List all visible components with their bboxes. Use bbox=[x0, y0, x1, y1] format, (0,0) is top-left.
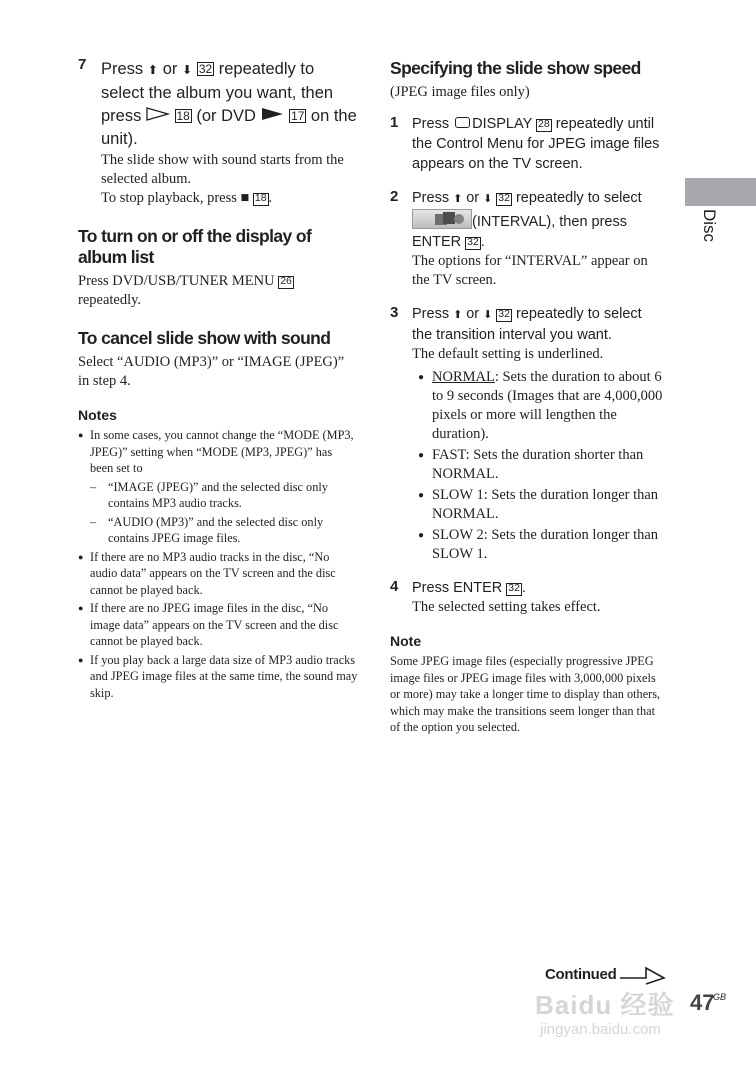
list-item: – “AUDIO (MP3)” and the selected disc only contains JPEG image files. bbox=[90, 514, 358, 547]
step-4 bbox=[390, 578, 665, 617]
play-icon bbox=[261, 107, 285, 125]
step-instruction: Press ⬆ or ⬇ 32 repeatedly to select (INTERVAL), then press ENTER 32 . bbox=[412, 190, 642, 250]
continued-label: Continued bbox=[545, 966, 617, 983]
key-number: 17 bbox=[291, 109, 305, 123]
list-item: ● SLOW 1: Sets the duration longer than NORMAL. bbox=[412, 486, 665, 524]
list-item: ● FAST: Sets the duration shorter than NORMAL. bbox=[412, 446, 665, 484]
interval-icon bbox=[412, 209, 472, 229]
step-number: 3 bbox=[390, 304, 399, 321]
step-1 bbox=[390, 114, 665, 174]
up-arrow-icon: ⬆ bbox=[147, 63, 159, 77]
step-body: To stop playback, press ■ 18 . bbox=[101, 190, 273, 206]
section-text: Press DVD/USB/TUNER MENU 26 repeatedly. bbox=[78, 273, 292, 308]
up-arrow-icon: ⬆ bbox=[453, 193, 463, 205]
section-heading: To cancel slide show with sound bbox=[78, 328, 331, 348]
step-body: The slide show with sound starts from the selected album. bbox=[101, 152, 344, 187]
step-body: The default setting is underlined. bbox=[412, 346, 604, 362]
key-number: 18 bbox=[176, 109, 190, 123]
down-arrow-icon: ⬇ bbox=[483, 309, 493, 321]
list-item: ● If there are no MP3 audio tracks in the disc, “No audio data” appears on the TV screen and the disc cannot be played back. bbox=[78, 549, 358, 599]
watermark-brand: Baidu 经验 bbox=[535, 990, 675, 1020]
list-item: ● In some cases, you cannot change the “MODE (MP3, JPEG)” setting when “MODE (MP3, JPEG)” has been set to – “IMAGE (JPEG)” and the selected disc only contains MP3 audio tracks. – “AUDIO (MP3)” and the selected disc only contains JPEG image files. bbox=[78, 427, 358, 547]
step-number: 2 bbox=[390, 188, 399, 205]
list-item: ● If you play back a large data size of MP3 audio tracks and JPEG image files at the same time, the sound may skip. bbox=[78, 652, 358, 702]
list-item: ● NORMAL: Sets the duration to about 6 to 9 seconds (Images that are 4,000,000 pixels or more will lengthen the duration). bbox=[412, 368, 665, 444]
side-tab bbox=[685, 178, 756, 206]
step-7 bbox=[78, 58, 358, 208]
key-number: 32 bbox=[508, 583, 520, 594]
section-subtitle: (JPEG image files only) bbox=[390, 84, 530, 100]
key-number: 18 bbox=[254, 193, 267, 204]
key-number: 28 bbox=[538, 119, 550, 130]
step-2 bbox=[390, 188, 665, 290]
step-number: 4 bbox=[390, 578, 399, 595]
display-button-icon bbox=[455, 117, 470, 128]
list-item: ● SLOW 2: Sets the duration longer than SLOW 1. bbox=[412, 526, 665, 564]
down-arrow-icon: ⬇ bbox=[483, 193, 493, 205]
step-instruction: Press ⬆ or ⬇ 32 repeatedly to select the album you want, then press 18 (or DVD 17 on the unit). bbox=[101, 60, 357, 148]
list-item: – “IMAGE (JPEG)” and the selected disc only contains MP3 audio tracks. bbox=[90, 479, 358, 512]
notes-heading: Notes bbox=[78, 407, 117, 423]
step-body: The options for “INTERVAL” appear on the TV screen. bbox=[412, 253, 648, 288]
side-tab-label: Disc bbox=[700, 209, 719, 243]
up-arrow-icon: ⬆ bbox=[453, 309, 463, 321]
right-column bbox=[390, 58, 665, 736]
section-heading: To turn on or off the display of album list bbox=[78, 226, 312, 267]
section-heading: Specifying the slide show speed bbox=[390, 58, 641, 78]
note-text: Some JPEG image files (especially progressive JPEG image files or JPEG image files with 3,000,000 pixels or more) may take a longer time to display than others, which may make the transitions seem longer than that of the option you selected. bbox=[390, 654, 661, 734]
section-text: Select “AUDIO (MP3)” or “IMAGE (JPEG)” in step 4. bbox=[78, 354, 345, 389]
play-outline-icon bbox=[146, 107, 170, 125]
continued-arrow-icon bbox=[620, 964, 666, 991]
stop-icon: ■ bbox=[240, 190, 250, 206]
key-number: 32 bbox=[498, 193, 510, 204]
note-heading: Note bbox=[390, 633, 422, 649]
step-3 bbox=[390, 304, 665, 564]
sub-list bbox=[90, 479, 358, 547]
key-number: 26 bbox=[280, 276, 292, 287]
step-number: 7 bbox=[78, 56, 87, 73]
page-suffix: GB bbox=[713, 992, 727, 1002]
step-instruction: Press ⬆ or ⬇ 32 repeatedly to select the transition interval you want. bbox=[412, 306, 642, 343]
key-number: 32 bbox=[198, 62, 213, 76]
step-instruction: Press DISPLAY 28 repeatedly until the Control Menu for JPEG image files appears on the TV screen. bbox=[412, 116, 660, 172]
step-instruction: Press ENTER 32 . bbox=[412, 580, 526, 596]
step-body: The selected setting takes effect. bbox=[412, 599, 601, 615]
notes-list bbox=[78, 427, 358, 701]
step-number: 1 bbox=[390, 114, 399, 131]
list-item: ● If there are no JPEG image files in the disc, “No image data” appears on the TV screen and the disc cannot be played back. bbox=[78, 600, 358, 650]
page-number: 47 bbox=[690, 990, 715, 1015]
down-arrow-icon: ⬇ bbox=[181, 63, 193, 77]
key-number: 32 bbox=[498, 309, 510, 320]
key-number: 32 bbox=[467, 237, 479, 248]
watermark-url: jingyan.baidu.com bbox=[540, 1021, 661, 1038]
options-list bbox=[412, 368, 665, 564]
left-column bbox=[78, 58, 358, 703]
